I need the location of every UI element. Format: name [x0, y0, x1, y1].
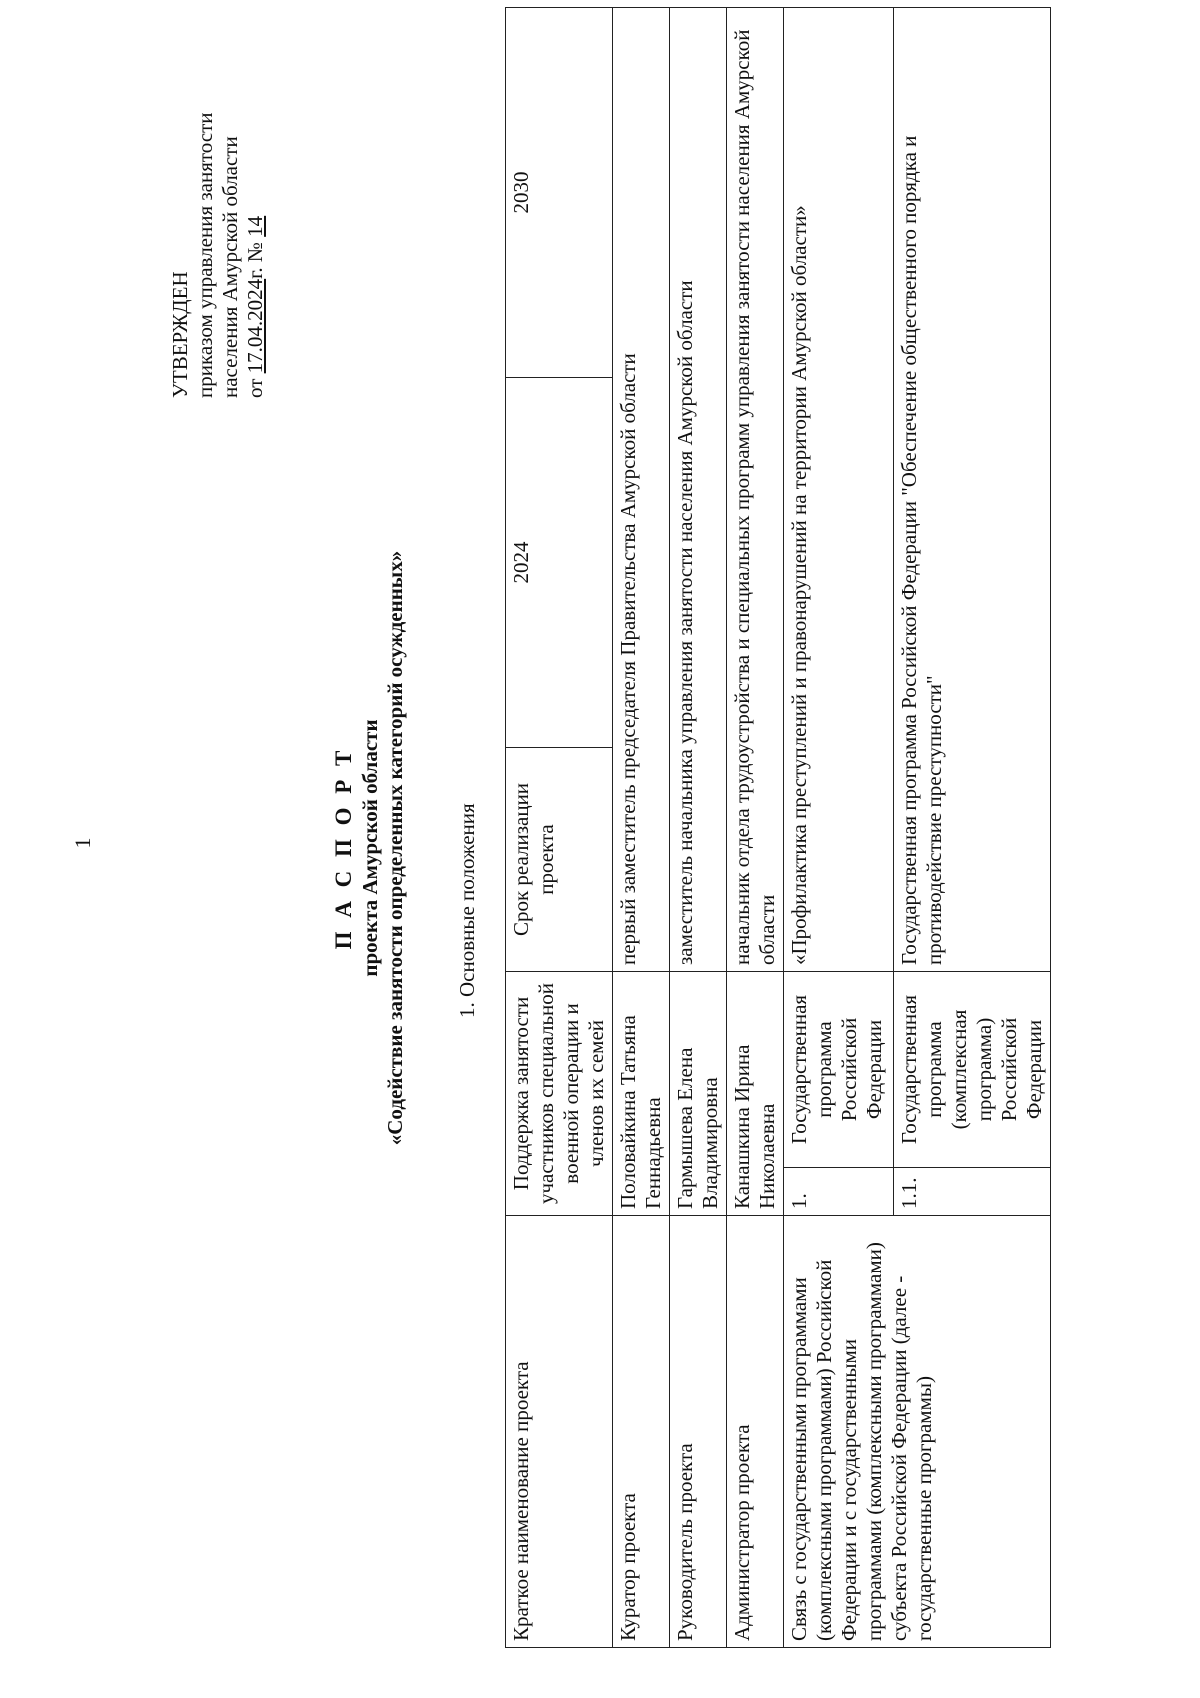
label-administrator: Администратор проекта [727, 1216, 784, 1648]
approval-line-3: населения Амурской области [218, 136, 242, 398]
table-row-administrator [727, 8, 784, 1648]
program-item-name: Государственная программа Российской Федерации "Обеспечение общественного порядка и противодействие преступности" [894, 8, 1051, 972]
label-curator: Куратор проекта [613, 1216, 670, 1648]
value-administrator-name: Канашкина Ирина Николаевна [727, 972, 784, 1216]
page-number: 1 [70, 837, 95, 849]
label-term: Срок реализации проекта [506, 748, 613, 972]
label-leader: Руководитель проекта [670, 1216, 727, 1648]
program-item-number: 1. [784, 1168, 894, 1216]
value-end-year: 2030 [506, 8, 613, 378]
program-item-name: «Профилактика преступлений и правонарушений на территории Амурской области» [784, 8, 894, 972]
table-row-curator [613, 8, 670, 1648]
table-row-short-name [506, 8, 613, 1648]
approval-prefix: от [243, 373, 267, 398]
value-short-name: Поддержка занятости участников специальной военной операции и членов их семей [506, 972, 613, 1216]
approval-number-label: г. № [243, 236, 267, 279]
approval-line-4 [243, 38, 268, 398]
value-start-year: 2024 [506, 378, 613, 748]
document-title [330, 378, 408, 1318]
program-item-type: Государственная программа (комплексная программа) Российской Федерации [894, 972, 1051, 1168]
approval-line-2: приказом управления занятости [193, 112, 217, 398]
label-short-name: Краткое наименование проекта [506, 1216, 613, 1648]
value-leader-name: Гармышева Елена Владимировна [670, 972, 727, 1216]
title-region: проекта Амурской области [358, 719, 382, 977]
value-curator-position: первый заместитель председателя Правительства Амурской области [613, 8, 670, 972]
approval-stamp [168, 38, 268, 398]
program-item-number: 1.1. [894, 1168, 1051, 1216]
value-administrator-position: начальник отдела трудоустройства и специальных программ управления занятости населения Амурской области [727, 8, 784, 972]
label-program-link: Связь с государственными программами (комплексными программами) Российской Федерации и с государственными программами (комплексными программами) субъекта Российской Федерации (далее - государственные программы) [784, 1216, 1051, 1648]
program-item-type: Государственная программа Российской Федерации [784, 972, 894, 1168]
approval-number: 14 [243, 215, 267, 237]
section-heading: 1. Основные положения [455, 803, 479, 1018]
title-project-name: «Содействие занятости определенных категорий осужденных» [383, 550, 407, 1146]
title-passport: П А С П О Р Т [331, 746, 356, 950]
approval-date: 17.04.2024 [243, 278, 267, 374]
value-leader-position: заместитель начальника управления занятости населения Амурской области [670, 8, 727, 972]
table-row-leader [670, 8, 727, 1648]
table-row-program-link [784, 8, 894, 1648]
project-passport-table [505, 7, 1051, 1648]
value-curator-name: Половайкина Татьяна Геннадьевна [613, 972, 670, 1216]
approval-line-1: УТВЕРЖДЕН [168, 271, 192, 398]
